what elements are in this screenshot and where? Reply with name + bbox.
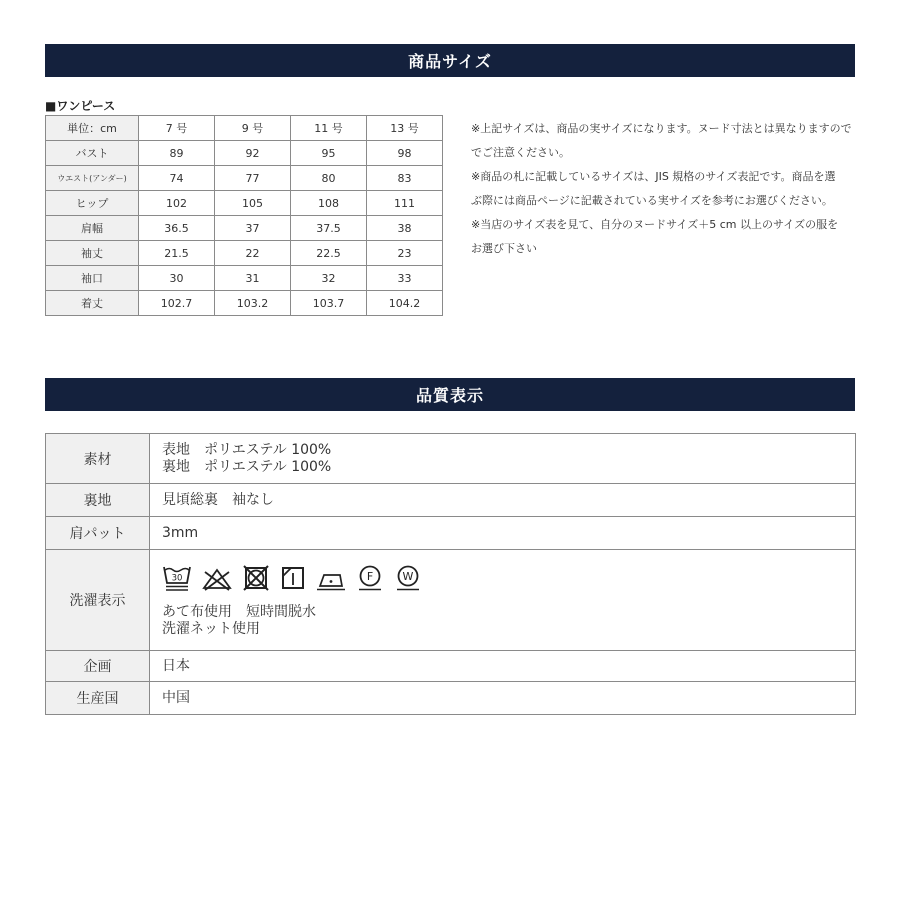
quality-section-banner — [45, 378, 855, 411]
wash-30-gentle-icon — [162, 564, 192, 592]
size-section-banner — [45, 44, 855, 77]
size-row-bust — [46, 141, 443, 166]
size-header-13: 13 号 — [367, 116, 443, 141]
wet-clean-w-letter: W — [402, 570, 414, 583]
size-cell: 23 — [367, 241, 443, 266]
size-cell: 77 — [215, 166, 291, 191]
size-header-11: 11 号 — [291, 116, 367, 141]
size-row-label: 袖丈 — [46, 241, 139, 266]
quality-row-planning — [46, 651, 856, 682]
quality-label: 生産国 — [46, 682, 150, 715]
size-cell: 108 — [291, 191, 367, 216]
size-cell: 95 — [291, 141, 367, 166]
quality-row-shoulder-pad — [46, 517, 856, 550]
line-dry-shade-icon — [280, 564, 306, 592]
size-cell: 102.7 — [139, 291, 215, 316]
size-row-label: 肩幅 — [46, 216, 139, 241]
size-row-shoulder — [46, 216, 443, 241]
size-section-title: 商品サイズ — [408, 52, 492, 71]
size-row-label: 着丈 — [46, 291, 139, 316]
wet-clean-w-icon — [394, 564, 422, 592]
size-row-label: バスト — [46, 141, 139, 166]
size-row-label: ウエスト(アンダー) — [46, 166, 139, 191]
size-cell: 104.2 — [367, 291, 443, 316]
size-cell: 21.5 — [139, 241, 215, 266]
size-table-subtitle: ■ワンピース — [45, 99, 116, 113]
washing-note: 洗濯ネット使用 — [162, 621, 260, 637]
size-cell: 30 — [139, 266, 215, 291]
size-cell: 83 — [367, 166, 443, 191]
size-row-label: 袖口 — [46, 266, 139, 291]
quality-row-material — [46, 434, 856, 484]
size-cell: 22.5 — [291, 241, 367, 266]
quality-label: 肩パット — [46, 517, 150, 550]
quality-table — [45, 433, 856, 715]
size-cell: 33 — [367, 266, 443, 291]
wash-temp: 30 — [171, 573, 183, 584]
size-table — [45, 115, 443, 316]
quality-section-title: 品質表示 — [415, 386, 484, 405]
size-cell: 38 — [367, 216, 443, 241]
size-cell: 102 — [139, 191, 215, 216]
quality-label: 企画 — [46, 651, 150, 682]
quality-value: 日本 — [150, 651, 856, 682]
quality-value: 見頃総裏 袖なし — [150, 484, 856, 517]
size-cell: 32 — [291, 266, 367, 291]
size-cell: 22 — [215, 241, 291, 266]
material-outer: 表地 ポリエステル 100% — [162, 441, 332, 458]
size-note-line: ぶ際には商品ページに記載されている実サイズを参考にお選びください。 — [471, 194, 833, 207]
quality-row-origin — [46, 682, 856, 715]
size-cell: 111 — [367, 191, 443, 216]
size-row-label: ヒップ — [46, 191, 139, 216]
dry-clean-f-letter: F — [366, 570, 374, 583]
quality-value — [150, 550, 856, 651]
size-cell: 103.2 — [215, 291, 291, 316]
size-cell: 37.5 — [291, 216, 367, 241]
dry-clean-f-icon — [356, 564, 384, 592]
washing-note: あて布使用 短時間脱水 — [162, 604, 316, 620]
quality-value: 中国 — [150, 682, 856, 715]
quality-value — [150, 434, 856, 484]
no-tumble-dry-icon — [242, 564, 270, 592]
quality-label: 洗濯表示 — [46, 550, 150, 651]
quality-label: 素材 — [46, 434, 150, 484]
size-header-7: 7 号 — [139, 116, 215, 141]
care-symbols — [162, 564, 855, 592]
size-row-length — [46, 291, 443, 316]
size-note-line: ※当店のサイズ表を見て、自分のヌードサイズ＋5 cm 以上のサイズの服を — [471, 218, 839, 231]
quality-label: 裏地 — [46, 484, 150, 517]
size-row-hip — [46, 191, 443, 216]
size-note-line: お選び下さい — [471, 242, 537, 255]
size-cell: 37 — [215, 216, 291, 241]
size-cell: 80 — [291, 166, 367, 191]
quality-row-washing — [46, 550, 856, 651]
size-row-waist — [46, 166, 443, 191]
size-cell: 105 — [215, 191, 291, 216]
size-row-cuff — [46, 266, 443, 291]
size-note-line: ※上記サイズは、商品の実サイズになります。ヌード寸法とは異なりますので — [471, 122, 852, 135]
material-lining: 裏地 ポリエステル 100% — [162, 458, 332, 475]
size-cell: 74 — [139, 166, 215, 191]
size-cell: 36.5 — [139, 216, 215, 241]
size-row-sleeve-length — [46, 241, 443, 266]
size-cell: 92 — [215, 141, 291, 166]
size-note-line: ※商品の札に記載しているサイズは、JIS 規格のサイズ表記です。商品を選 — [471, 170, 836, 183]
size-cell: 98 — [367, 141, 443, 166]
size-cell: 103.7 — [291, 291, 367, 316]
iron-low-cloth-icon — [316, 564, 346, 592]
quality-row-lining — [46, 484, 856, 517]
size-cell: 89 — [139, 141, 215, 166]
size-cell: 31 — [215, 266, 291, 291]
size-header-9: 9 号 — [215, 116, 291, 141]
size-note-line: でご注意ください。 — [471, 146, 570, 159]
size-notes — [471, 117, 861, 261]
size-table-header-row — [46, 116, 443, 141]
quality-value: 3mm — [150, 517, 856, 550]
size-header-unit: 単位：cm — [46, 116, 139, 141]
no-bleach-icon — [202, 564, 232, 592]
